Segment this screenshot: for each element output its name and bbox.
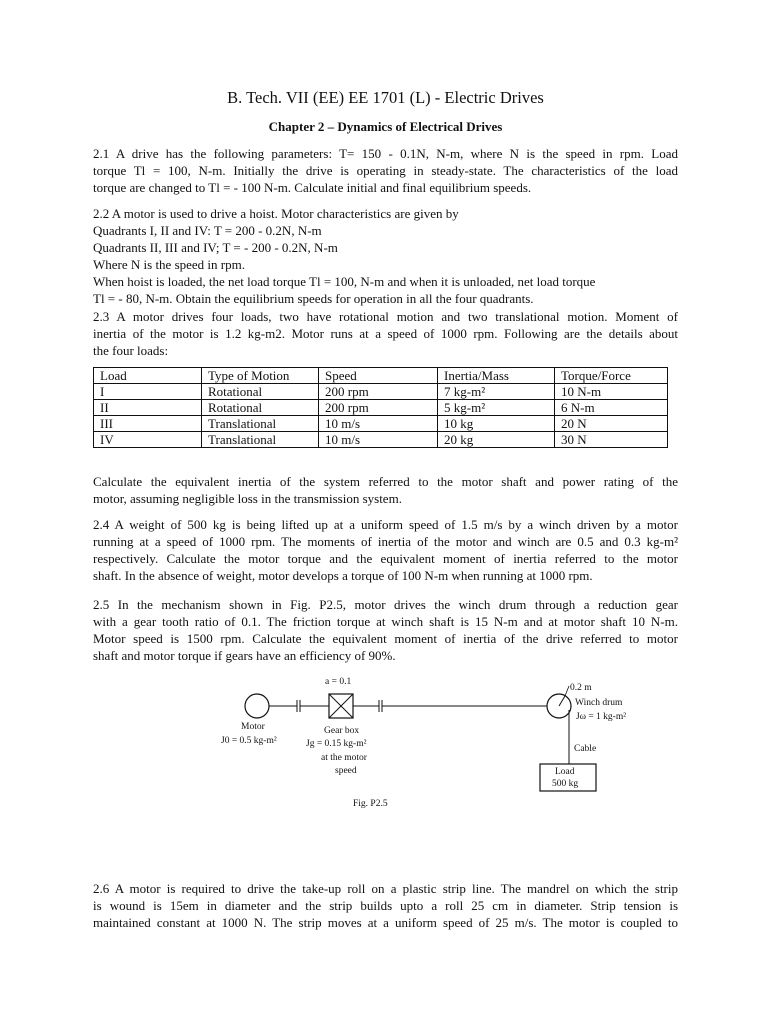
problem-2-3 [93, 308, 678, 359]
table-cell: 200 rpm [319, 400, 438, 416]
problem-2-3-line: Calculate the equivalent inertia of the system referred to the motor shaft and power rating of the [93, 474, 678, 489]
table-cell: 10 m/s [319, 432, 438, 448]
problem-2-1-line: 2.1 A drive has the following parameters: T= 150 - 0.1N, N-m, where N is the speed in rpm. Load [93, 146, 678, 161]
table-cell: 6 N-m [555, 400, 668, 416]
problem-2-3-line: inertia of the motor is 1.2 kg-m2. Motor runs at a speed of 1000 rpm. Following are the details about [93, 326, 678, 341]
table-header: Load [94, 368, 202, 384]
motor-inertia-label: J0 = 0.5 kg-m² [221, 736, 277, 746]
problem-2-3-line: motor, assuming negligible loss in the transmission system. [93, 491, 402, 506]
winch-drum-label: Winch drum [575, 698, 623, 708]
problem-2-5-line: shaft and motor torque if gears have an efficiency of 90%. [93, 648, 396, 663]
table-cell: 20 N [555, 416, 668, 432]
table-header-row [94, 368, 668, 384]
problem-2-6-line: maintained constant at 1000 N. The strip moves at a uniform speed of 25 m/s. The motor is coupled to [93, 915, 678, 930]
problem-2-5-line: Motor speed is 1500 rpm. Calculate the equivalent moment of inertia of the drive referred to motor [93, 631, 678, 646]
problem-2-4-line: 2.4 A weight of 500 kg is being lifted up at a uniform speed of 1.5 m/s by a winch driven by a motor [93, 517, 678, 532]
table-header: Inertia/Mass [438, 368, 555, 384]
table-cell: II [94, 400, 202, 416]
problem-2-3-line: the four loads: [93, 343, 169, 358]
problem-2-6 [93, 880, 678, 931]
motor-circle [245, 694, 269, 718]
mechanism-diagram [213, 672, 627, 812]
table-cell: Translational [202, 432, 319, 448]
problem-2-4-line: shaft. In the absence of weight, motor develops a torque of 100 N-m when running at 1000 rpm. [93, 568, 593, 583]
table-cell: I [94, 384, 202, 400]
problem-2-2 [93, 205, 678, 307]
gear-ratio-label: a = 0.1 [325, 677, 352, 687]
problem-2-3-line: 2.3 A motor drives four loads, two have rotational motion and two translational motion. Moment of [93, 309, 678, 324]
problem-2-5 [93, 596, 678, 664]
problem-2-4-line: running at a speed of 1000 rpm. The moments of inertia of the motor and winch are 0.5 and 0.3 kg-m² [93, 534, 678, 549]
table-cell: III [94, 416, 202, 432]
table-cell: Rotational [202, 384, 319, 400]
table-header: Torque/Force [555, 368, 668, 384]
problem-2-6-line: 2.6 A motor is required to drive the take-up roll on a plastic strip line. The mandrel on which the strip [93, 881, 678, 896]
problem-2-2-line: Tl = - 80, N-m. Obtain the equilibrium speeds for operation in all the four quadrants. [93, 291, 534, 306]
table-header: Speed [319, 368, 438, 384]
table-cell: IV [94, 432, 202, 448]
chapter-heading: Chapter 2 – Dynamics of Electrical Drives [268, 119, 503, 134]
load-label: Load [555, 767, 575, 777]
gearbox-note-line1: at the motor [321, 753, 367, 763]
radius-leader [565, 686, 569, 696]
table-cell: 30 N [555, 432, 668, 448]
gearbox-inertia-label: Jg = 0.15 kg-m² [306, 739, 367, 749]
problem-2-2-line: 2.2 A motor is used to drive a hoist. Motor characteristics are given by [93, 206, 459, 221]
problem-2-1-line: torque are changed to Tl = - 100 N-m. Calculate initial and final equilibrium speeds. [93, 180, 532, 195]
problem-2-4-line: respectively. Calculate the motor torque and the equivalent moment of inertia referred to the motor [93, 551, 678, 566]
problem-2-6-line: is wound is 15em in diameter and the strip builds upto a roll 25 cm in diameter. Strip tension is [93, 898, 678, 913]
table-header: Type of Motion [202, 368, 319, 384]
table-cell: 10 kg [438, 416, 555, 432]
table-cell: 7 kg-m² [438, 384, 555, 400]
problem-2-3-question [93, 473, 678, 507]
motor-label: Motor [241, 722, 265, 732]
problem-2-2-line: Where N is the speed in rpm. [93, 257, 245, 272]
problem-2-1 [93, 145, 678, 196]
table-cell: Translational [202, 416, 319, 432]
problem-2-2-line: When hoist is loaded, the net load torque Tl = 100, N-m and when it is unloaded, net load torque [93, 274, 596, 289]
problem-2-2-line: Quadrants II, III and IV; T = - 200 - 0.2N, N-m [93, 240, 338, 255]
figure-caption: Fig. P2.5 [353, 799, 388, 809]
table-row [94, 416, 668, 432]
winch-radius-label: 0.2 m [570, 683, 592, 693]
cable-label: Cable [574, 744, 597, 754]
problem-2-5-line: with a gear tooth ratio of 0.1. The friction torque at winch shaft is 15 N-m and at motor shaft 10 N-m. [93, 614, 678, 629]
table-cell: 5 kg-m² [438, 400, 555, 416]
gearbox-label: Gear box [324, 726, 360, 736]
problem-2-1-line: torque Tl = 100, N-m. Initially the drive is operating in steady-state. The characteristics of the load [93, 163, 678, 178]
table-cell: Rotational [202, 400, 319, 416]
page-title: B. Tech. VII (EE) EE 1701 (L) - Electric Drives [227, 88, 544, 107]
table-row [94, 400, 668, 416]
problem-2-4 [93, 516, 678, 584]
table-cell: 10 m/s [319, 416, 438, 432]
table-cell: 20 kg [438, 432, 555, 448]
load-mass-label: 500 kg [552, 779, 579, 789]
table-cell: 10 N-m [555, 384, 668, 400]
gearbox-note-line2: speed [335, 766, 357, 776]
figure-p2-5 [213, 672, 627, 812]
problem-2-2-line: Quadrants I, II and IV: T = 200 - 0.2N, N-m [93, 223, 322, 238]
loads-table [93, 367, 668, 448]
table-cell: 200 rpm [319, 384, 438, 400]
winch-inertia-label: Jω = 1 kg-m² [576, 712, 627, 722]
problem-2-5-line: 2.5 In the mechanism shown in Fig. P2.5, motor drives the winch drum through a reduction gear [93, 597, 678, 612]
table-row [94, 432, 668, 448]
table-row [94, 384, 668, 400]
